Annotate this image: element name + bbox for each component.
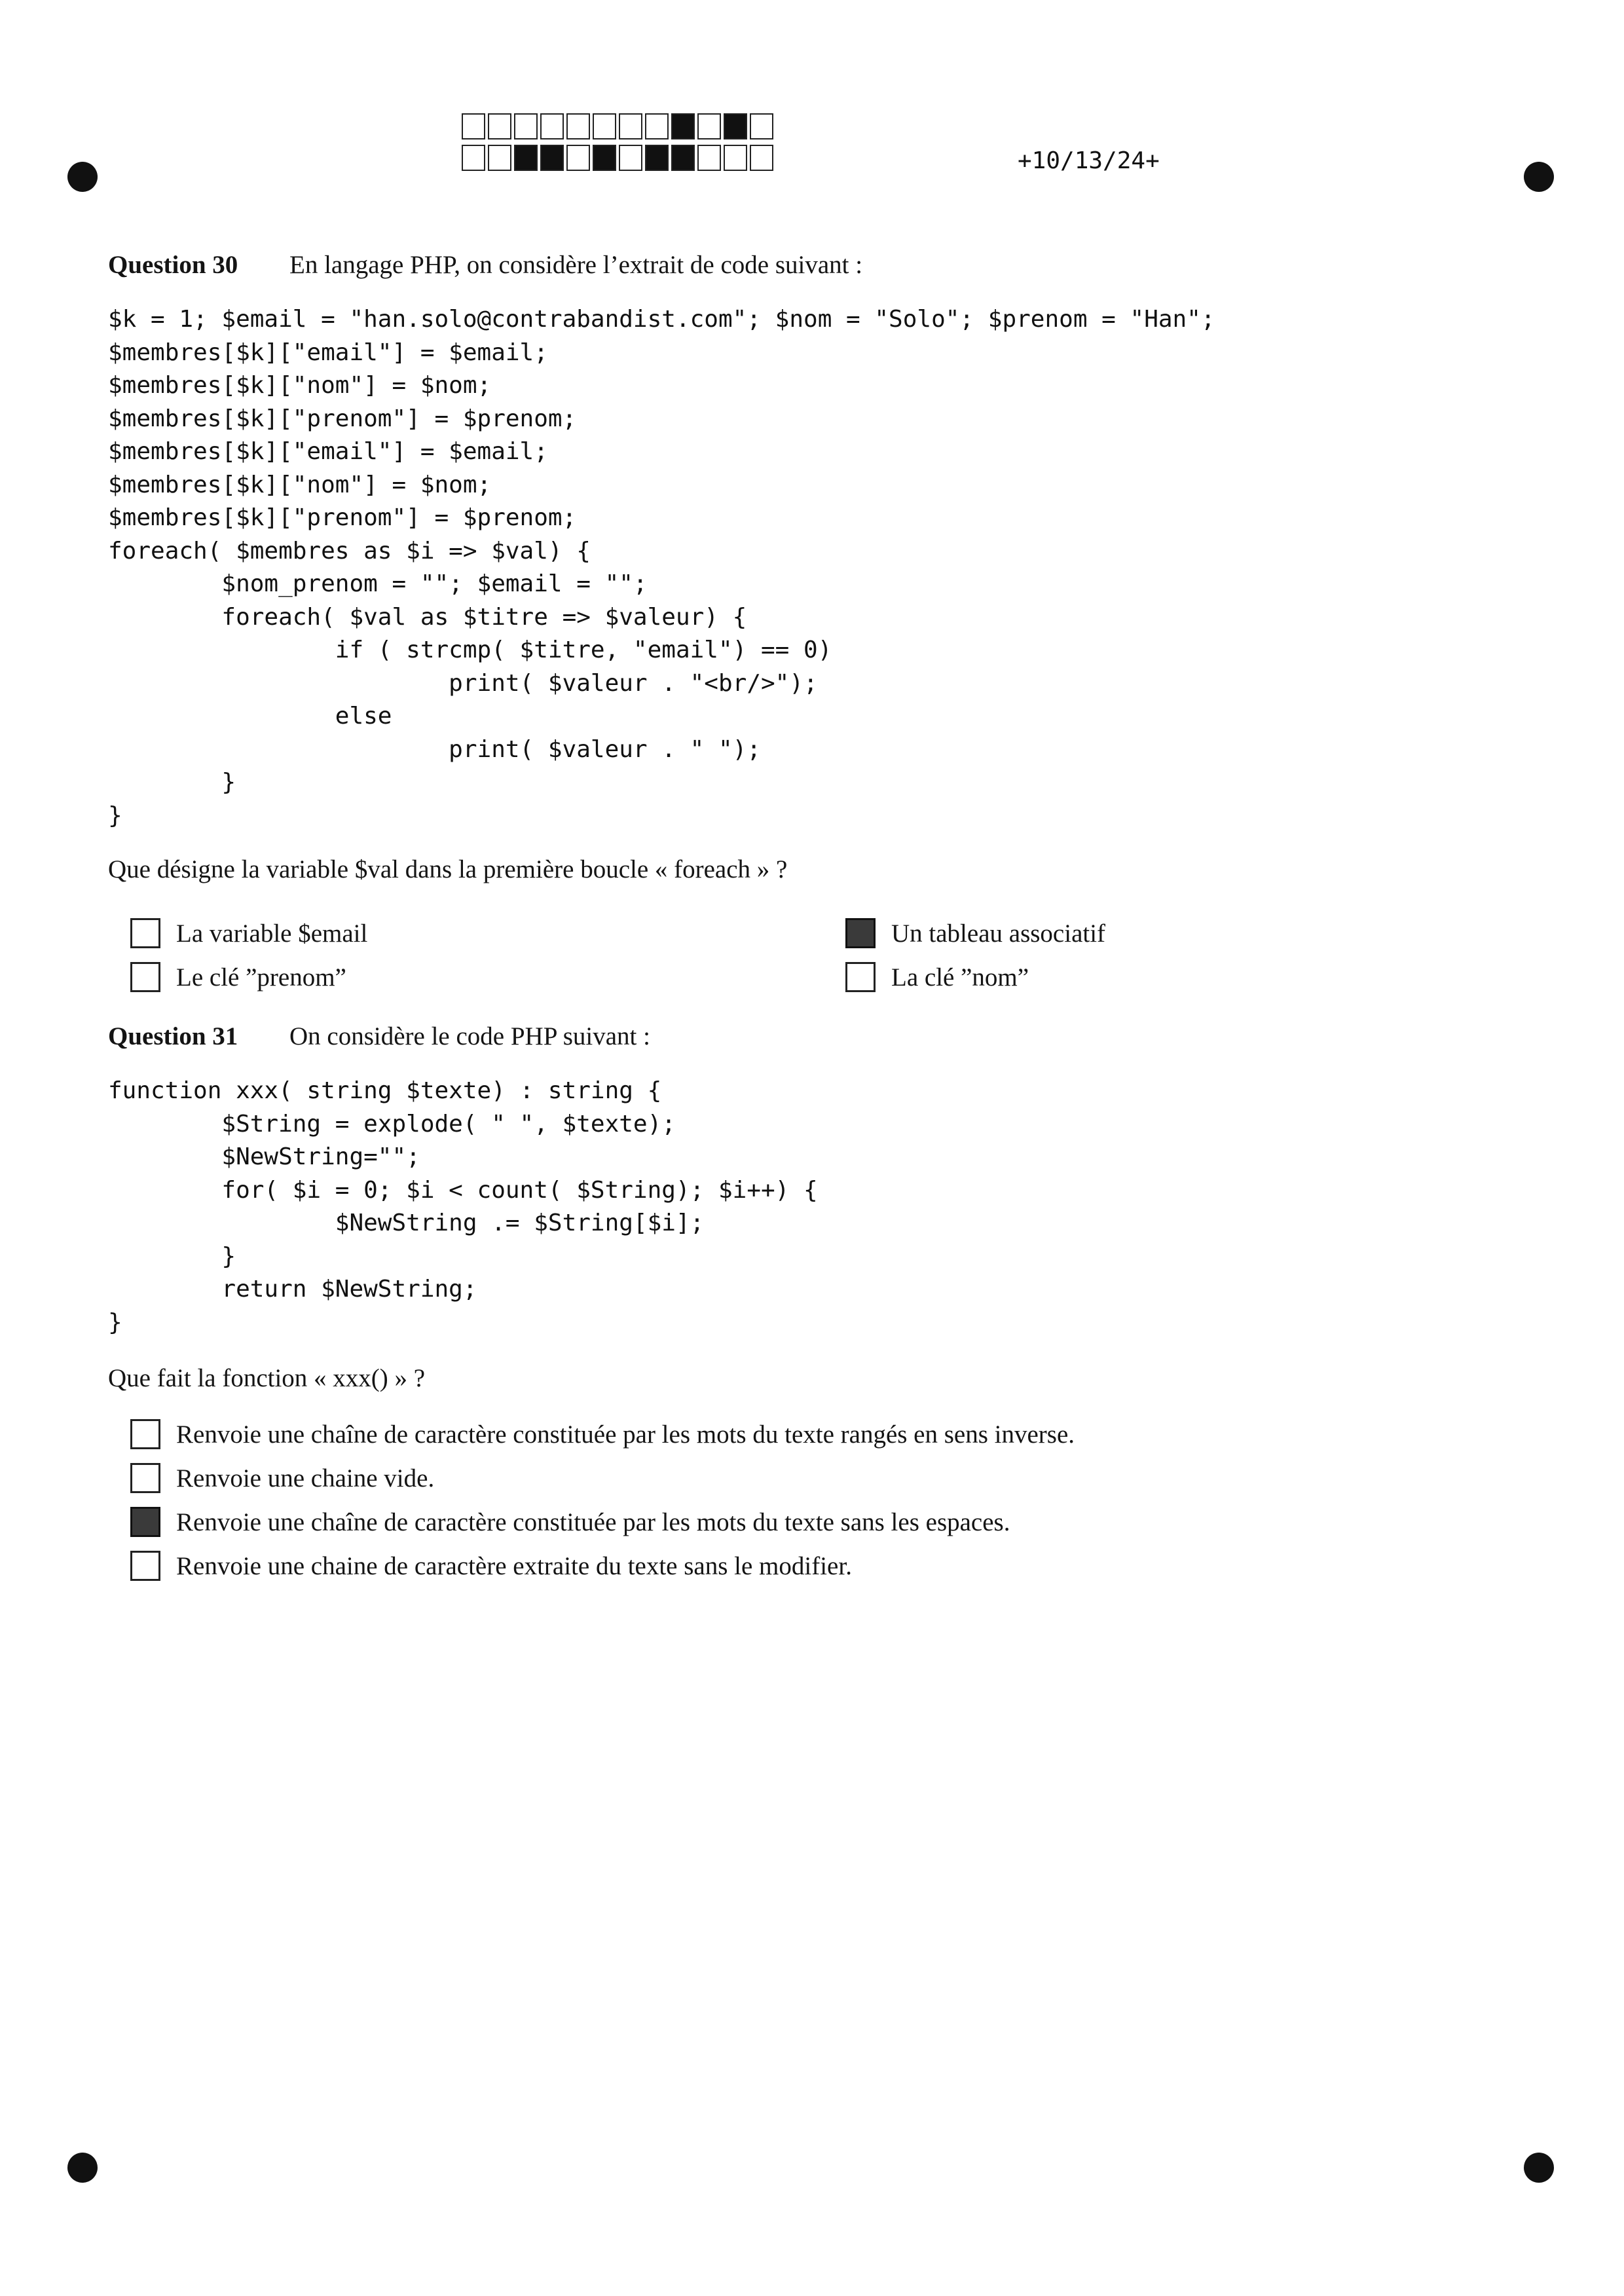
code-cell-filled: [540, 145, 564, 171]
code-cell-empty: [566, 113, 590, 139]
checkbox[interactable]: [845, 962, 876, 992]
question-prompt: Que désigne la variable $val dans la première boucle « foreach » ?: [108, 855, 788, 883]
checkbox[interactable]: [130, 962, 160, 992]
registration-mark-bottom-right: [1524, 2153, 1554, 2183]
code-cell-filled: [671, 113, 695, 139]
code-cell-empty: [540, 113, 564, 139]
code-cell-filled: [724, 113, 747, 139]
answer-label: Renvoie une chaîne de caractère constituée par les mots du texte rangés en sens inverse.: [176, 1420, 1075, 1449]
code-cell-filled: [671, 145, 695, 171]
answer-label: Un tableau associatif: [891, 919, 1106, 948]
code-cell-empty: [697, 145, 721, 171]
checkbox[interactable]: [130, 1463, 160, 1493]
code-cell-empty: [724, 145, 747, 171]
page-code-row: [462, 145, 776, 174]
checkbox[interactable]: [130, 1551, 160, 1581]
question-label: Question 30: [108, 251, 238, 279]
question-intro: En langage PHP, on considère l’extrait de code suivant :: [289, 251, 863, 279]
answer-option[interactable]: [130, 1460, 434, 1496]
answer-option[interactable]: [845, 916, 1105, 951]
code-cell-empty: [619, 145, 642, 171]
checkbox-checked[interactable]: [130, 1507, 160, 1537]
answer-option[interactable]: [130, 959, 346, 995]
question-30-heading: [108, 250, 862, 280]
checkbox[interactable]: [130, 1419, 160, 1449]
question-31-heading: [108, 1022, 650, 1051]
answer-option[interactable]: [130, 1548, 852, 1583]
registration-mark-top-left: [67, 162, 98, 192]
registration-mark-bottom-left: [67, 2153, 98, 2183]
code-cell-empty: [697, 113, 721, 139]
checkbox-checked[interactable]: [845, 918, 876, 948]
answer-label: Renvoie une chaine de caractère extraite du texte sans le modifier.: [176, 1551, 852, 1580]
code-cell-empty: [514, 113, 538, 139]
answer-option[interactable]: [130, 1416, 1075, 1452]
page-identifier: +10/13/24+: [1018, 147, 1160, 174]
code-cell-empty: [750, 145, 773, 171]
code-cell-empty: [593, 113, 616, 139]
code-cell-empty: [645, 113, 669, 139]
php-code-block: function xxx( string $texte) : string { $String = explode( " ", $texte); $NewString=""; for( $i = 0; $i < count( $String); $i++) { $NewString .= $String[$i]; } return $NewString; }: [108, 1077, 818, 1336]
answer-option[interactable]: [130, 916, 367, 951]
question-intro: On considère le code PHP suivant :: [289, 1022, 650, 1050]
code-cell-empty: [619, 113, 642, 139]
code-cell-empty: [488, 113, 511, 139]
page-code-row: [462, 113, 776, 142]
code-cell-empty: [750, 113, 773, 139]
code-cell-filled: [514, 145, 538, 171]
answer-label: Le clé ”prenom”: [176, 963, 346, 991]
code-cell-filled: [593, 145, 616, 171]
question-prompt: Que fait la fonction « xxx() » ?: [108, 1364, 426, 1392]
answer-option[interactable]: [845, 959, 1029, 995]
php-code-block: $k = 1; $email = "han.solo@contrabandist.com"; $nom = "Solo"; $prenom = "Han"; $membres[$k]["email"] = $email; $membres[$k]["nom"] = $nom; $membres[$k]["prenom"] = $prenom; $membres[$k]["email"] = $email; $membres[$k]["nom"] = $nom; $membres[$k]["prenom"] = $prenom; foreach( $membres as $i => $val) { $nom_prenom = ""; $email = ""; foreach( $val as $titre => $valeur) { if ( strcmp( $titre, "email") == 0) print( $valeur . "<br/>"); else print( $valeur . " "); } }: [108, 306, 1215, 829]
answer-label: La clé ”nom”: [891, 963, 1029, 991]
question-label: Question 31: [108, 1022, 238, 1050]
code-cell-filled: [645, 145, 669, 171]
code-cell-empty: [488, 145, 511, 171]
code-cell-empty: [462, 145, 485, 171]
checkbox[interactable]: [130, 918, 160, 948]
answer-option[interactable]: [130, 1504, 1010, 1540]
code-cell-empty: [462, 113, 485, 139]
answer-label: La variable $email: [176, 919, 368, 948]
answer-label: Renvoie une chaîne de caractère constituée par les mots du texte sans les espaces.: [176, 1508, 1010, 1536]
code-cell-empty: [566, 145, 590, 171]
page-code-grid: [462, 113, 776, 174]
answer-label: Renvoie une chaine vide.: [176, 1464, 435, 1492]
registration-mark-top-right: [1524, 162, 1554, 192]
